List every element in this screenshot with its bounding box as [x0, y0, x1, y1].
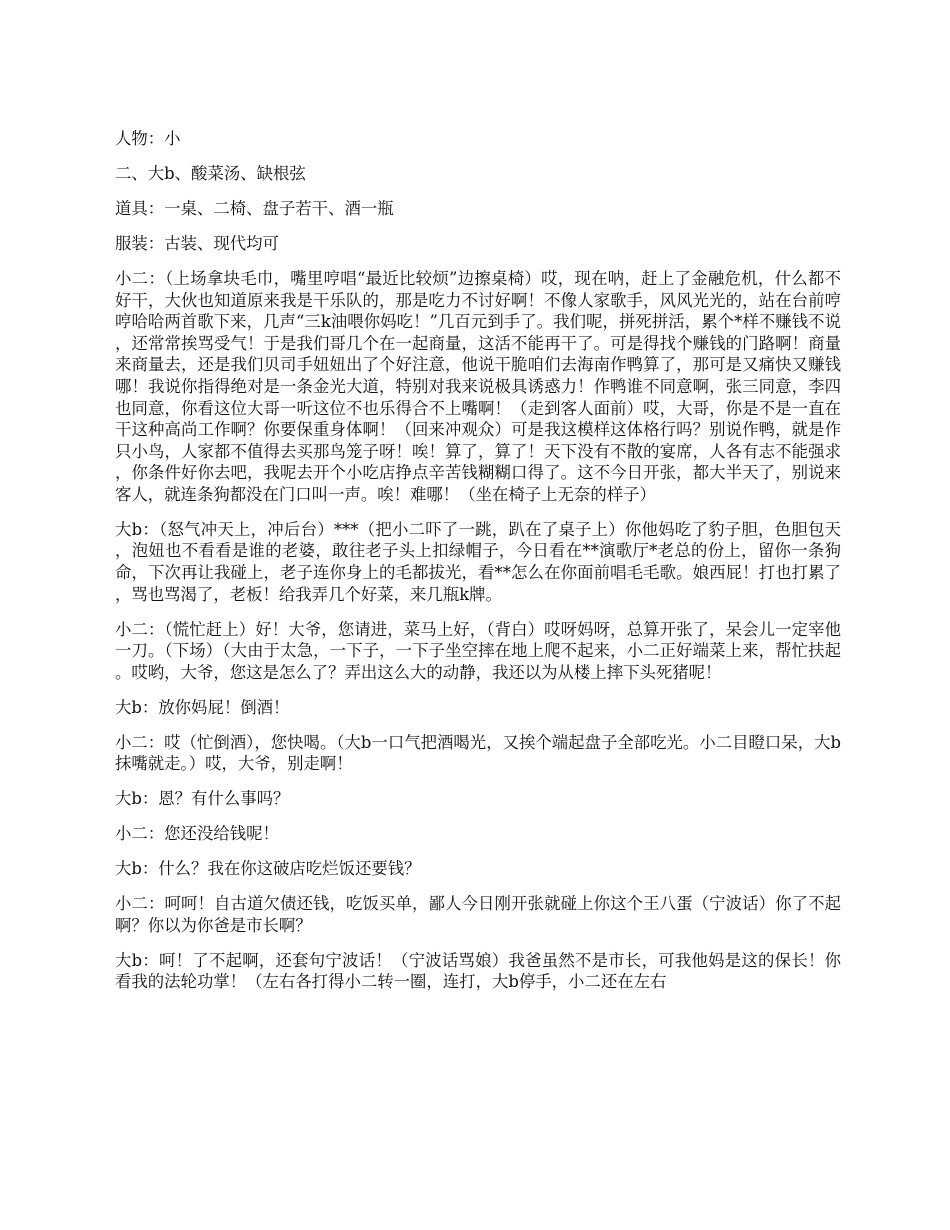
costume-line: 服装：古装、现代均可 — [115, 233, 279, 253]
cast-line: 人物：小 — [115, 129, 181, 148]
dialogue-paragraph: 小二：您还没给钱呢！ — [115, 824, 279, 844]
dialogue-paragraph: 大b：放你妈屁！倒酒！ — [115, 697, 290, 717]
dialogue-paragraph: 小二：呵呵！自古道欠债还钱，吃饭买单，鄙人今日刚开张就碰上你这个王八蛋（宁波话）你了不起啊？你以为你爸是市长啊？ — [115, 894, 841, 935]
dialogue-paragraph: 小二：哎（忙倒酒），您快喝。（大b一口气把酒喝光，又挨个端起盘子全部吃光。小二目瞪口呆，大b抹嘴就走。）哎，大爷，别走啊！ — [115, 732, 841, 774]
dialogue-paragraph: 大b：呵！了不起啊，还套句宁波话！（宁波话骂娘）我爸虽然不是市长，可我他妈是这的保长！你看我的法轮功掌！（左右各打得小二转一圈，连打，大b停手，小二还在左右 — [115, 950, 841, 992]
dialogue-paragraph: 大b：（怒气冲天上，冲后台）***（把小二吓了一跳，趴在了桌子上）你他妈吃了豹子胆，色胆包天，泡妞也不看看是谁的老婆，敢往老子头上扣绿帽子，今日看在**演歌厅*老总的份上，留你一条狗命，下次再让我碰上，老子连你身上的毛都拔光，看**怎么在你面前唱毛毛歌。娘西屁！打也打累了，骂也骂渴了，老板！给我弄几个好菜，来几瓶k牌。 — [115, 519, 841, 604]
dialogue-paragraph: 小二：（上场拿块毛巾，嘴里哼唱“最近比较烦”边擦桌椅）哎，现在呐，赶上了金融危机，什么都不好干，大伙也知道原来我是干乐队的，那是吃力不讨好啊！不像人家歌手，风风光光的，站在台前哼哼哈哈两首歌下来，几声“三k油喂你妈吃！”几百元到手了。我们呢，拼死拼活，累个*样不赚钱不说，还常常挨骂受气！于是我们哥几个在一起商量，这活不能再干了。可是得找个赚钱的门路啊！商量来商量去，还是我们贝司手妞妞出了个好注意，他说干脆咱们去海南作鸭算了，那可是又痛快又赚钱哪！我说你指得绝对是一条金光大道，特别对我来说极具诱惑力！作鸭谁不同意啊，张三同意，李四也同意，你看这位大哥一听这位不也乐得合不上嘴啊！（走到客人面前）哎，大哥，你是不是一直在干这种高尚工作啊？你要保重身体啊！（回来冲观众）可是我这模样这体格行吗？别说作鸭，就是作只小鸟，人家都不值得去买那鸟笼子呀！唉！算了，算了！天下没有不散的宴席，人各有志不能强求，你条件好你去吧，我呢去开个小吃店挣点辛苦钱糊糊口得了。这不今日开张，都大半天了，别说来客人，就连条狗都没在门口叫一声。唉！难哪！（坐在椅子上无奈的样子） — [115, 268, 841, 504]
dialogue-paragraph: 大b：什么？我在你这破店吃烂饭还要钱？ — [115, 859, 421, 879]
dialogue-paragraph: 小二：（慌忙赶上）好！大爷，您请进，菜马上好，（背白）哎呀妈呀，总算开张了，呆会儿一定宰他一刀。（下场）（大由于太急，一下子，一下子坐空摔在地上爬不起来，小二正好端菜上来，帮忙扶起。哎哟，大爷，您这是怎么了？弄出这么大的动静，我还以为从楼上摔下头死猪呢！ — [115, 619, 841, 682]
cast-list: 二、大b、酸菜汤、缺根弦 — [115, 163, 306, 183]
dialogue-paragraph: 大b：恩？有什么事吗？ — [115, 789, 290, 809]
props-line: 道具：一桌、二椅、盘子若干、酒一瓶 — [115, 198, 394, 218]
document-page — [115, 128, 841, 1006]
